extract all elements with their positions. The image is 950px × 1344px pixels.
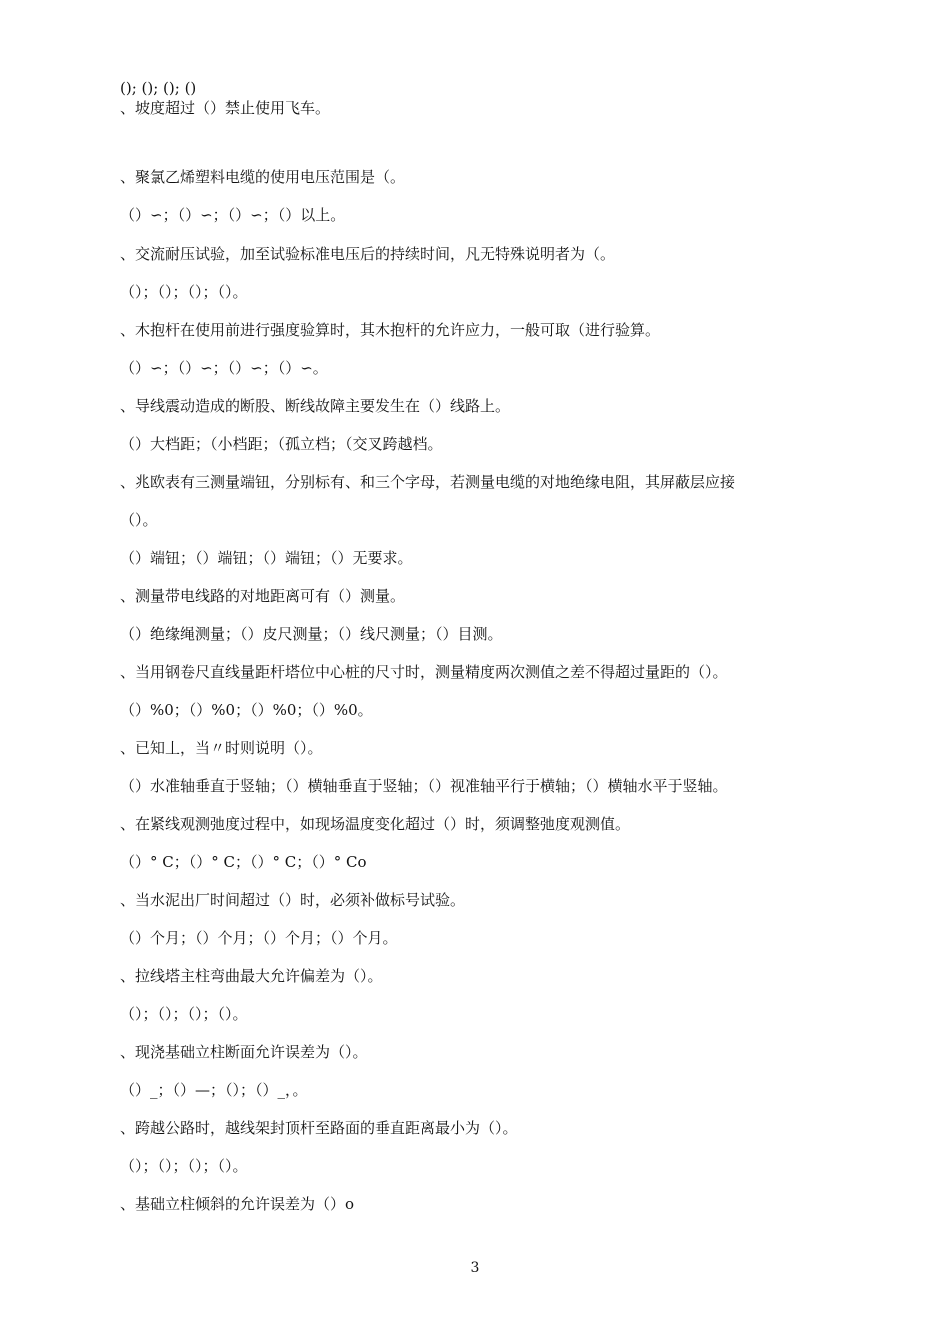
question-line: 、现浇基础立柱断面允许误差为（）。 [120,1043,368,1061]
option-line: （）大档距；（小档距；（孤立档；（交叉跨越档。 [120,435,443,453]
question-line: 、基础立柱倾斜的允许误差为（）o [120,1195,355,1213]
question-line: 、测量带电线路的对地距离可有（）测量。 [120,587,406,605]
question-line: 、在紧线观测弛度过程中，如现场温度变化超过（）时，须调整弛度观测值。 [120,815,631,833]
question-line: 、木抱杆在使用前进行强度验算时，其木抱杆的允许应力，一般可取（进行验算。 [120,321,661,339]
question-line: 、当水泥出厂时间超过（）时，必须补做标号试验。 [120,891,466,909]
option-line: （）° C；（）° C；（）° C；（）° Co [120,853,367,871]
option-line: （）_；（）—；（）；（）_，。 [120,1081,308,1099]
question-line: 、跨越公路时，越线架封顶杆至路面的垂直距离最小为（）。 [120,1119,518,1137]
option-line: （）端钮；（）端钮；（）端钮；（）无要求。 [120,549,413,567]
question-line: 、聚氯乙烯塑料电缆的使用电压范围是（。 [120,168,406,186]
question-line: 、坡度超过（）禁止使用飞车。 [120,99,331,117]
option-line: （）水准轴垂直于竖轴；（）横轴垂直于竖轴；（）视准轴平行于横轴；（）横轴水平于竖轴。 [120,777,728,795]
question-line: 、已知丄，当〃时则说明（）。 [120,739,323,757]
option-line: （）个月；（）个月；（）个月；（）个月。 [120,929,398,947]
option-line: （）；（）；（）；（）。 [120,1005,248,1023]
option-line: （）绝缘绳测量；（）皮尺测量；（）线尺测量；（）目测。 [120,625,503,643]
option-line: （）∽；（）∽；（）∽；（）以上。 [120,206,346,224]
question-line: 、拉线塔主柱弯曲最大允许偏差为（）。 [120,967,383,985]
question-line: 、当用钢卷尺直线量距杆塔位中心桩的尺寸时，测量精度两次测值之差不得超过量距的（）。 [120,663,728,681]
question-line: 、交流耐压试验，加至试验标准电压后的持续时间，凡无特殊说明者为（。 [120,245,616,263]
option-line: （）；（）；（）；（）。 [120,1157,248,1175]
option-line: （）∽；（）∽；（）∽；（）∽。 [120,359,328,377]
question-line: 、导线震动造成的断股、断线故障主要发生在（）线路上。 [120,397,511,415]
page-number: 3 [470,1260,480,1276]
option-line: (); (); (); () [120,79,197,97]
question-line-continued: （）。 [120,511,158,529]
option-line: （）%0；（）%0；（）%0；（）%0。 [120,701,373,719]
question-line: 、兆欧表有三测量端钮，分别标有、和三个字母，若测量电缆的对地绝缘电阻，其屏蔽层应接 [120,473,736,491]
option-line: （）；（）；（）；（）。 [120,283,248,301]
